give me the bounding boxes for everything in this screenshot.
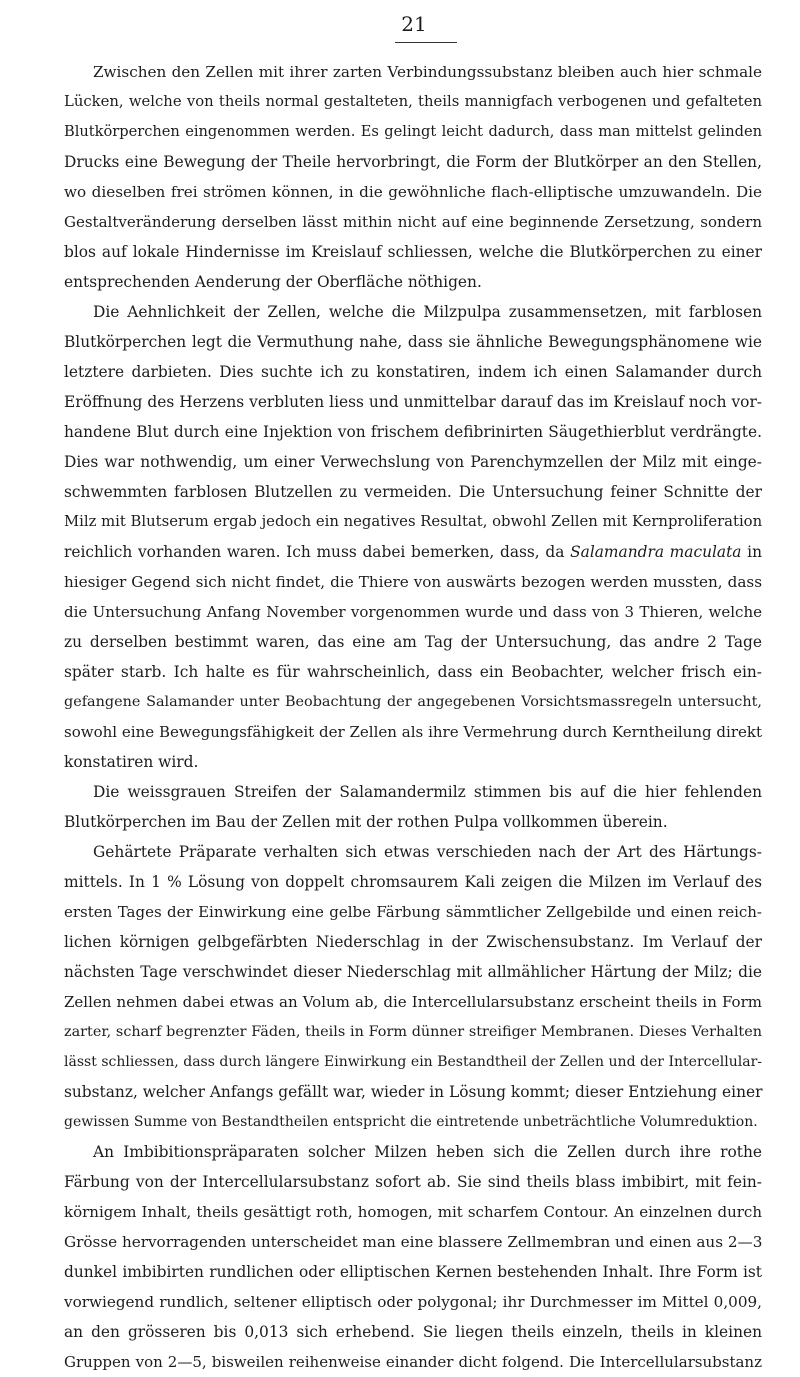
text-line: Zwischen den Zellen mit ihrer zarten Verbindungssubstanz bleiben auch hier schmale [93, 63, 762, 81]
text-line: Gruppen von 2—5, bisweilen reihenweise einander dicht folgend. Die Intercellularsubstanz [64, 1353, 762, 1371]
text-line: zu derselben bestimmt waren, das eine am Tag der Untersuchung, das andre 2 Tage [64, 633, 762, 651]
text-line: später starb. Ich halte es für wahrscheinlich, dass ein Beobachter, welcher frisch ein- [64, 663, 762, 681]
text-line: Drucks eine Bewegung der Theile hervorbringt, die Form der Blutkörper an den Stellen, [64, 153, 762, 171]
text-line: lichen körnigen gelbgefärbten Niederschlag in der Zwischensubstanz. Im Verlauf der [64, 933, 762, 951]
text-line: Eröffnung des Herzens verbluten liess und unmittelbar darauf das im Kreislauf noch vor- [64, 393, 762, 411]
text-line: sowohl eine Bewegungsfähigkeit der Zellen als ihre Vermehrung durch Kerntheilung direkt [64, 723, 762, 741]
page-number: 21 [401, 12, 427, 36]
text-line: blos auf lokale Hindernisse im Kreislauf schliessen, welche die Blutkörperchen zu einer [64, 243, 762, 261]
text-line: an den grösseren bis 0,013 sich erhebend. Sie liegen theils einzeln, theils in kleinen [64, 1323, 762, 1341]
text-line: mittels. In 1 % Lösung von doppelt chromsaurem Kali zeigen die Milzen im Verlauf des [64, 873, 762, 891]
text-line: nächsten Tage verschwindet dieser Niederschlag mit allmählicher Härtung der Milz; die [64, 963, 762, 981]
text-line: Gehärtete Präparate verhalten sich etwas verschieden nach der Art des Härtungs- [93, 843, 762, 861]
text-line: Blutkörperchen legt die Vermuthung nahe, dass sie ähnliche Bewegungsphänomene wie [64, 333, 762, 351]
text-line: konstatiren wird. [64, 753, 199, 771]
text-line: Grösse hervorragenden unterscheidet man eine blassere Zellmembran und einen aus 2—3 [64, 1233, 763, 1251]
text-line: letztere darbieten. Dies suchte ich zu konstatiren, indem ich einen Salamander durch [64, 363, 762, 381]
body-text [64, 57, 762, 1377]
text-line: substanz, welcher Anfangs gefällt war, wieder in Lösung kommt; dieser Entziehung einer [64, 1083, 763, 1101]
text-fragment: in [747, 543, 762, 561]
text-line: gewissen Summe von Bestandtheilen entspricht die eintretende unbeträchtliche Volumreduktion. [64, 1114, 758, 1130]
text-line: Die Aehnlichkeit der Zellen, welche die Milzpulpa zusammensetzen, mit farblosen [93, 303, 762, 321]
text-line: schwemmten farblosen Blutzellen zu vermeiden. Die Untersuchung feiner Schnitte der [64, 483, 762, 501]
text-line: dunkel imbibirten rundlichen oder elliptischen Kernen bestehenden Inhalt. Ihre Form ist [64, 1263, 762, 1281]
text-line: ersten Tages der Einwirkung eine gelbe Färbung sämmtlicher Zellgebilde und einen reich- [64, 903, 762, 921]
text-line: Dies war nothwendig, um einer Verwechslung von Parenchymzellen der Milz mit einge- [64, 453, 762, 471]
text-line-with-species [64, 537, 762, 567]
text-line: Lücken, welche von theils normal gestalteten, theils mannigfach verbogenen und gefalteten [64, 93, 762, 110]
text-line: Zellen nehmen dabei etwas an Volum ab, die Intercellularsubstanz erscheint theils in Form [64, 993, 762, 1011]
page-number-rule [395, 42, 457, 43]
text-line: An Imbibitionspräparaten solcher Milzen heben sich die Zellen durch ihre rothe [93, 1143, 762, 1161]
text-line: lässt schliessen, dass durch längere Einwirkung ein Bestandtheil der Zellen und der Intercellular- [64, 1054, 762, 1070]
text-line: hiesiger Gegend sich nicht findet, die Thiere von auswärts bezogen werden mussten, dass [64, 573, 762, 591]
text-line: entsprechenden Aenderung der Oberfläche nöthigen. [64, 273, 482, 291]
text-line: Die weissgrauen Streifen der Salamandermilz stimmen bis auf die hier fehlenden [93, 783, 762, 801]
text-line: gefangene Salamander unter Beobachtung der angegebenen Vorsichtsmassregeln untersucht, [64, 694, 762, 710]
text-line: die Untersuchung Anfang November vorgenommen wurde und dass von 3 Thieren, welche [64, 603, 762, 621]
text-line: Milz mit Blutserum ergab jedoch ein negatives Resultat, obwohl Zellen mit Kernproliferation [64, 513, 763, 530]
text-fragment: reichlich vorhanden waren. Ich muss dabei bemerken, dass, da [64, 543, 565, 561]
text-line: zarter, scharf begrenzter Fäden, theils in Form dünner streifiger Membranen. Dieses Verhalten [64, 1024, 762, 1040]
text-line: wo dieselben frei strömen können, in die gewöhnliche flach-elliptische umzuwandeln. Die [64, 183, 762, 201]
text-line: handene Blut durch eine Injektion von frischem defibrinirten Säugethierblut verdrängte. [64, 423, 762, 441]
species-name: Salamandra maculata [570, 543, 742, 561]
text-line: körnigem Inhalt, theils gesättigt roth, homogen, mit scharfem Contour. An einzelnen durch [64, 1203, 762, 1221]
text-line: Blutkörperchen im Bau der Zellen mit der rothen Pulpa vollkommen überein. [64, 813, 668, 831]
text-line: Blutkörperchen eingenommen werden. Es gelingt leicht dadurch, dass man mittelst gelinden [64, 123, 762, 140]
text-line: Gestaltveränderung derselben lässt mithin nicht auf eine beginnende Zersetzung, sondern [64, 213, 762, 231]
text-line: vorwiegend rundlich, seltener elliptisch oder polygonal; ihr Durchmesser im Mittel 0,009, [64, 1293, 762, 1311]
text-line: Färbung von der Intercellularsubstanz sofort ab. Sie sind theils blass imbibirt, mit fein- [64, 1173, 762, 1191]
